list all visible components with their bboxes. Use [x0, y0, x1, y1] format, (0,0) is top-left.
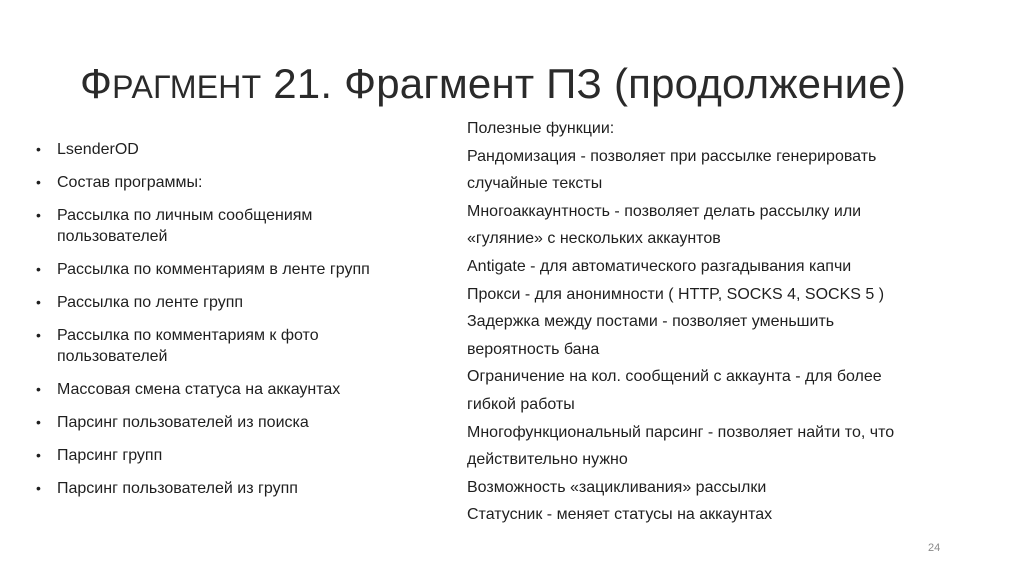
text-line: Ограничение на кол. сообщений с аккаунта - для более: [467, 368, 882, 386]
bullet-icon: •: [36, 141, 41, 157]
bullet-icon: •: [36, 447, 41, 463]
title-first-word-rest: РАГМЕНТ: [112, 69, 262, 105]
text-line: Многофункциональный парсинг - позволяет найти то, что: [467, 423, 895, 441]
bullet-icon: •: [36, 294, 41, 310]
list-item-text: Рассылка по личным сообщениям пользователей: [57, 207, 313, 245]
bullet-icon: •: [36, 261, 41, 277]
list-item-text: Парсинг пользователей из групп: [57, 480, 298, 497]
text-line: гибкой работы: [467, 395, 575, 413]
list-item: [36, 412, 426, 433]
title-remainder: 21. Фрагмент ПЗ (продолжение): [261, 60, 907, 107]
page-number: 24: [928, 542, 941, 554]
list-item-text: Парсинг групп: [57, 447, 163, 464]
list-item: [36, 205, 426, 247]
list-item-text: Парсинг пользователей из поиска: [57, 414, 309, 431]
text-line: действительно нужно: [467, 451, 628, 469]
text-line: Рандомизация - позволяет при рассылке генерировать: [467, 147, 877, 165]
list-item: [36, 379, 426, 400]
list-item: [36, 139, 426, 160]
text-line: «гуляние» с нескольких аккаунтов: [467, 230, 721, 248]
list-item: [36, 259, 426, 280]
text-line: случайные тексты: [467, 175, 603, 193]
list-item: [36, 478, 426, 499]
list-item-text: Массовая смена статуса на аккаунтах: [57, 381, 341, 398]
text-line: Прокси - для анонимности ( HTTP, SOCKS 4, SOCKS 5 ): [467, 285, 885, 303]
text-line: Задержка между постами - позволяет уменьшить: [467, 313, 835, 331]
list-item-text: Состав программы:: [57, 174, 203, 191]
text-line: Antigate - для автоматического разгадывания капчи: [467, 257, 852, 275]
bullet-icon: •: [36, 480, 41, 496]
list-item-text: Рассылка по комментариям в ленте групп: [57, 261, 370, 278]
bullet-icon: •: [36, 207, 41, 223]
list-item-text: LsenderOD: [57, 141, 139, 158]
list-item: [36, 292, 426, 313]
useful-functions-block: [467, 115, 967, 529]
text-line: Статусник - меняет статусы на аккаунтах: [467, 506, 773, 524]
title-first-letter: Ф: [80, 60, 113, 107]
bullet-icon: •: [36, 414, 41, 430]
slide-title: [80, 54, 906, 117]
bullet-icon: •: [36, 381, 41, 397]
bullet-icon: •: [36, 174, 41, 190]
list-item-text: Рассылка по ленте групп: [57, 294, 244, 311]
text-line: вероятность бана: [467, 340, 600, 358]
list-item: [36, 445, 426, 466]
list-item-text: Рассылка по комментариям к фото пользователей: [57, 327, 319, 365]
program-contents-list: [36, 139, 426, 511]
useful-functions-heading: Полезные функции:: [467, 120, 615, 137]
text-line: Возможность «зацикливания» рассылки: [467, 478, 767, 496]
bullet-icon: •: [36, 327, 41, 343]
text-line: Многоаккаунтность - позволяет делать рассылку или: [467, 202, 862, 220]
list-item: [36, 325, 426, 367]
list-item: [36, 172, 426, 193]
